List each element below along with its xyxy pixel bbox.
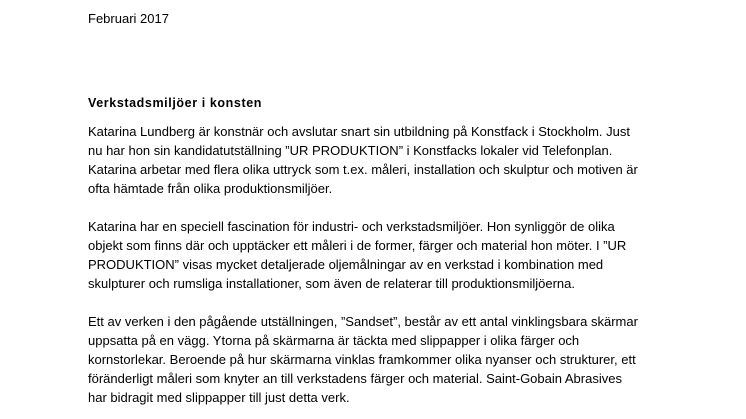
document-date: Februari 2017 (88, 11, 169, 26)
paragraph-line: har bidragit med slippapper till just detta verk. (88, 390, 350, 405)
paragraph-line: objekt som finns där och upptäcker ett måleri i de former, färger och material hon möter. I ”UR (88, 238, 627, 253)
paragraph-line: uppsatta på en vägg. Ytorna på skärmarna är täckta med slippapper i olika färger och (88, 333, 580, 348)
document-heading: Verkstadsmiljöer i konsten (88, 96, 262, 110)
paragraph-line: föränderligt måleri som knyter an till verkstadens färger och material. Saint-Gobain Abrasives (88, 371, 622, 386)
document-page (88, 11, 728, 407)
paragraph-line: nu har hon sin kandidatutställning ”UR PRODUKTION” i Konstfacks lokaler vid Telefonplan. (88, 143, 613, 158)
paragraph-line: Ett av verken i den pågående utställningen, ”Sandset”, består av ett antal vinklingsbara skärmar (88, 314, 638, 329)
paragraph-2 (88, 217, 728, 293)
paragraph-line: ofta hämtade från olika produktionsmiljöer. (88, 181, 333, 196)
paragraph-line: kornstorlekar. Beroende på hur skärmarna vinklas framkommer olika nyanser och strukturer, ett (88, 352, 636, 367)
paragraph-1 (88, 122, 728, 198)
paragraph-line: PRODUKTION” visas mycket detaljerade oljemålningar av en verkstad i kombination med (88, 257, 604, 272)
paragraph-line: Katarina Lundberg är konstnär och avslutar snart sin utbildning på Konstfack i Stockholm. Just (88, 124, 630, 139)
paragraph-line: skulpturer och rumsliga installationer, som även de relaterar till produktionsmiljöerna. (88, 276, 576, 291)
paragraph-line: Katarina har en speciell fascination för industri- och verkstadsmiljöer. Hon synliggör de olika (88, 219, 615, 234)
paragraph-line: Katarina arbetar med flera olika uttryck som t.ex. måleri, installation och skulptur och motiven är (88, 162, 638, 177)
paragraph-3 (88, 312, 728, 407)
